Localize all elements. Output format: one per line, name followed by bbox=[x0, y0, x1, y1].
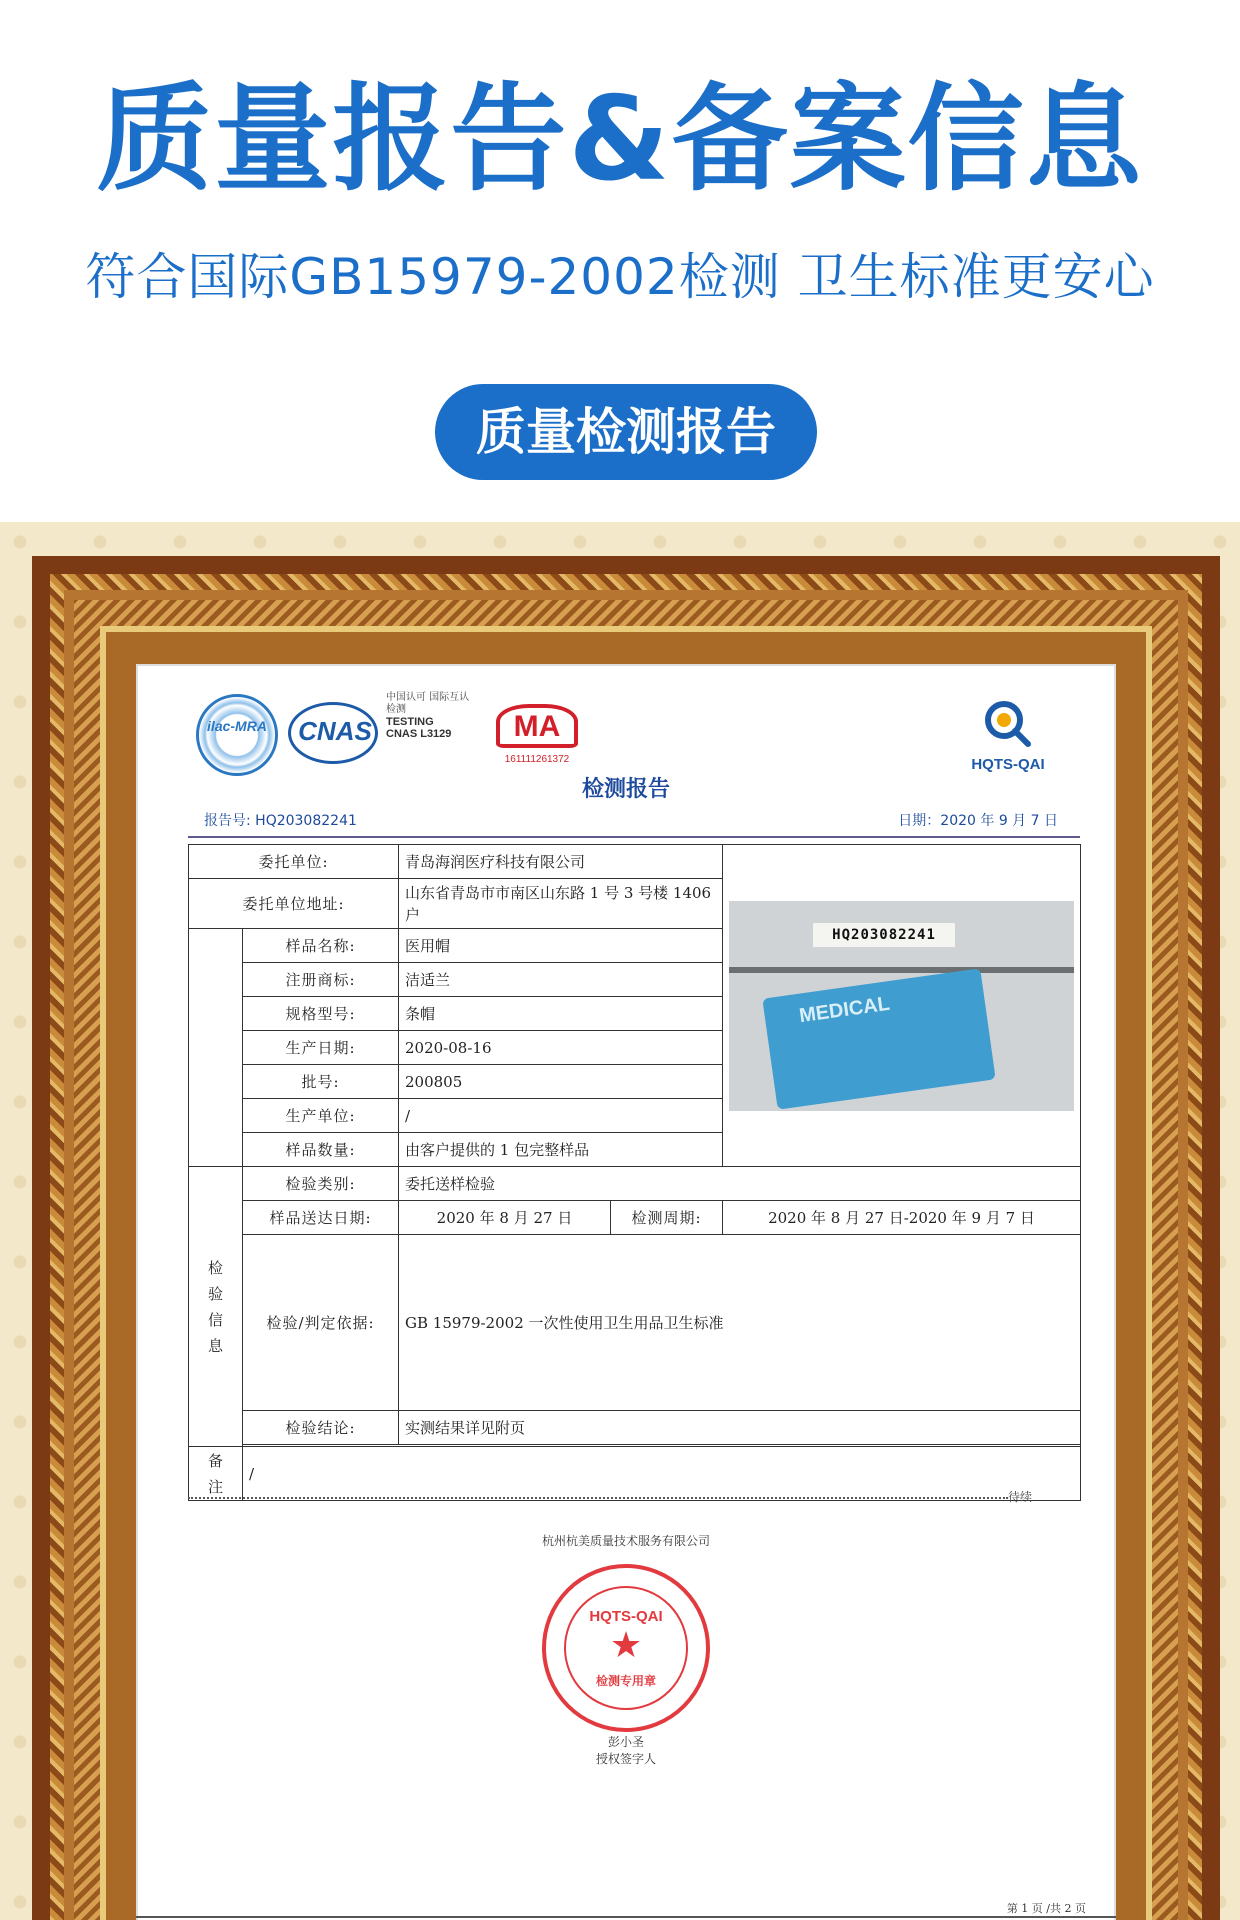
trademark-label: 注册商标: bbox=[243, 963, 399, 997]
table-row bbox=[189, 1411, 1081, 1445]
cnas-caption-cn: 中国认可 国际互认 检测 bbox=[386, 692, 470, 715]
sample-name-value: 医用帽 bbox=[399, 929, 723, 963]
table-row bbox=[189, 845, 1081, 879]
address-value: 山东省青岛市市南区山东路 1 号 3 号楼 1406 户 bbox=[399, 879, 723, 929]
conclusion-value: 实测结果详见附页 bbox=[399, 1411, 1081, 1445]
sample-group-blank bbox=[189, 929, 243, 1167]
basis-value: GB 15979-2002 一次性使用卫生用品卫生标准 bbox=[399, 1235, 1081, 1411]
photo-sample-tag: HQ203082241 bbox=[813, 923, 955, 947]
cnas-caption-en2: CNAS L3129 bbox=[386, 728, 452, 740]
remark-value: / bbox=[243, 1447, 1081, 1501]
ilac-logo-text: ilac-MRA bbox=[207, 718, 267, 734]
section-badge: 质量检测报告 bbox=[435, 384, 817, 480]
sample-name-label: 样品名称: bbox=[243, 929, 399, 963]
header-rule bbox=[188, 836, 1080, 838]
batch-value: 200805 bbox=[399, 1065, 723, 1099]
seal-name: HQTS-QAI bbox=[589, 1608, 663, 1625]
test-period-value: 2020 年 8 月 27 日-2020 年 9 月 7 日 bbox=[723, 1201, 1081, 1235]
seal-purpose: 检测专用章 bbox=[595, 1674, 656, 1688]
page-subtitle: 符合国际GB15979-2002检测 卫生标准更安心 bbox=[85, 248, 1155, 306]
continued-text: 待续 bbox=[1008, 1490, 1033, 1504]
manufacturer-value: / bbox=[399, 1099, 723, 1133]
spec-label: 规格型号: bbox=[243, 997, 399, 1031]
cnas-caption-en1: TESTING bbox=[386, 716, 434, 728]
sample-photo-cell bbox=[723, 845, 1081, 1167]
signer-title: 授权签字人 bbox=[595, 1752, 656, 1766]
report-date: 日期：2020 年 9 月 7 日 bbox=[898, 813, 1058, 829]
photo-package-text: MEDICAL bbox=[797, 992, 892, 1027]
address-label: 委托单位地址: bbox=[189, 879, 399, 929]
trademark-value: 洁适兰 bbox=[399, 963, 723, 997]
dotted-line bbox=[188, 1497, 1008, 1499]
signatory bbox=[136, 1734, 1116, 1768]
quantity-label: 样品数量: bbox=[243, 1133, 399, 1167]
test-period-label: 检测周期: bbox=[611, 1201, 723, 1235]
page-number: 第 1 页 /共 2 页 bbox=[1006, 1902, 1086, 1915]
production-date-label: 生产日期: bbox=[243, 1031, 399, 1065]
ilac-mra-logo-icon bbox=[196, 694, 278, 776]
delivery-date-value: 2020 年 8 月 27 日 bbox=[399, 1201, 611, 1235]
report-table bbox=[188, 844, 1081, 1501]
footer-rule bbox=[136, 1916, 1116, 1918]
hqts-magnifier-icon bbox=[982, 698, 1032, 748]
cma-code: 161111261372 bbox=[504, 754, 570, 765]
manufacturer-label: 生产单位: bbox=[243, 1099, 399, 1133]
report-number: 报告号: HQ203082241 bbox=[204, 813, 357, 829]
section-label-vertical: 检验信息 bbox=[189, 1167, 243, 1447]
testing-company: 杭州杭美质量技术服务有限公司 bbox=[541, 1534, 710, 1548]
production-date-value: 2020-08-16 bbox=[399, 1031, 723, 1065]
quantity-value: 由客户提供的 1 包完整样品 bbox=[399, 1133, 723, 1167]
client-label: 委托单位: bbox=[189, 845, 399, 879]
report-title: 检测报告 bbox=[581, 777, 670, 802]
hqts-logo-text: HQTS-QAI bbox=[971, 756, 1045, 773]
page-title: 质量报告&备案信息 bbox=[96, 72, 1144, 207]
test-type-label: 检验类别: bbox=[243, 1167, 399, 1201]
table-row bbox=[189, 1235, 1081, 1411]
cnas-caption bbox=[386, 692, 476, 740]
photo-ruler bbox=[729, 967, 1074, 973]
conclusion-label: 检验结论: bbox=[243, 1411, 399, 1445]
table-row bbox=[189, 1167, 1081, 1201]
seal-star-icon: ★ bbox=[609, 1625, 643, 1666]
official-seal-icon bbox=[542, 1564, 710, 1732]
remark-label: 备注 bbox=[189, 1447, 243, 1501]
client-value: 青岛海润医疗科技有限公司 bbox=[399, 845, 723, 879]
photo-package bbox=[762, 968, 995, 1110]
test-type-value: 委托送样检验 bbox=[399, 1167, 1081, 1201]
signer-name: 彭小圣 bbox=[607, 1735, 644, 1749]
cma-logo-icon: MA bbox=[496, 704, 578, 748]
table-row bbox=[189, 1201, 1081, 1235]
cnas-logo-text: CNAS bbox=[298, 716, 372, 746]
basis-label: 检验/判定依据: bbox=[243, 1235, 399, 1411]
sample-photo bbox=[729, 901, 1074, 1111]
spec-value: 条帽 bbox=[399, 997, 723, 1031]
continued-note bbox=[188, 1488, 1080, 1505]
delivery-date-label: 样品送达日期: bbox=[243, 1201, 399, 1235]
batch-label: 批号: bbox=[243, 1065, 399, 1099]
report-table-wrapper bbox=[188, 844, 1080, 1501]
report-document bbox=[136, 664, 1116, 1920]
